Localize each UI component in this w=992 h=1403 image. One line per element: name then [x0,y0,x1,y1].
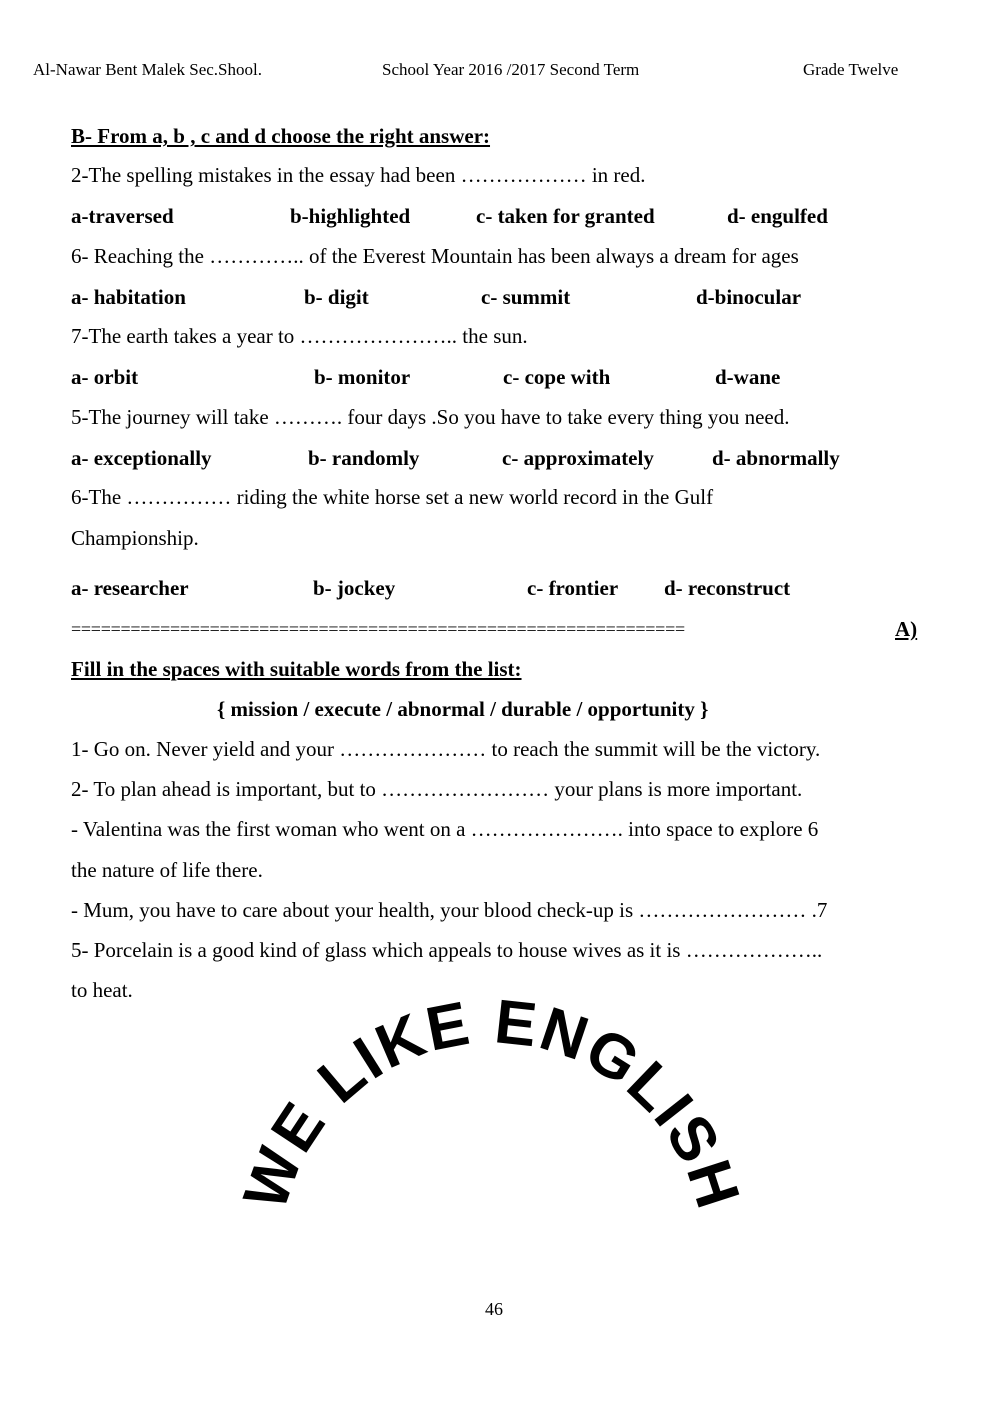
option-b: b-highlighted [290,204,411,228]
fill-line: - Valentina was the first woman who went on a …………………. into space to explore 6 [71,817,819,841]
option-a: a- researcher [71,576,189,600]
option-c: c- taken for granted [476,204,655,228]
option-a: a- orbit [71,365,139,389]
option-d: d-binocular [696,285,802,309]
option-c: c- cope with [503,365,611,389]
page-number: 46 [485,1299,503,1319]
word-art-textpath: WE LIKE ENGLISH [230,987,754,1218]
header-school: Al-Nawar Bent Malek Sec.Shool. [33,60,262,79]
question-text: 2-The spelling mistakes in the essay had been ……………… in red. [71,163,646,187]
question-text: 5-The journey will take ………. four days .So you have to take every thing you need. [71,405,790,429]
option-a: a-traversed [71,204,174,228]
fill-line: - Mum, you have to care about your health, your blood check-up is …………………… .7 [71,898,828,922]
option-c: c- summit [481,285,571,309]
fill-line: 5- Porcelain is a good kind of glass which appeals to house wives as it is ……………….. [71,938,823,962]
section-a-title: Fill in the spaces with suitable words from the list: [71,657,522,681]
option-d: d- engulfed [727,204,828,228]
question-text-continued: Championship. [71,526,199,550]
section-a-label: A) [895,617,918,641]
divider-rule: ============================================================== [71,619,685,639]
question-text: 6-The …………… riding the white horse set a new world record in the Gulf [71,485,714,509]
fill-line: 2- To plan ahead is important, but to …………………… your plans is more important. [71,777,803,801]
option-d: d-wane [715,365,781,389]
word-art-text [231,987,753,1218]
word-list: { mission / execute / abnormal / durable / opportunity } [217,697,709,721]
option-b: b- jockey [313,576,396,600]
fill-line: to heat. [71,978,133,1002]
header-year: School Year 2016 /2017 Second Term [382,60,640,79]
option-d: d- reconstruct [664,576,791,600]
option-b: b- digit [304,285,369,309]
header-grade: Grade Twelve [803,60,899,79]
option-c: c- frontier [527,576,619,600]
option-d: d- abnormally [712,446,840,470]
section-b-title: B- From a, b , c and d choose the right answer: [71,124,491,148]
option-c: c- approximately [502,446,654,470]
fill-line: the nature of life there. [71,858,263,882]
question-text: 7-The earth takes a year to ………………….. the sun. [71,324,528,348]
option-a: a- exceptionally [71,446,212,470]
fill-line: 1- Go on. Never yield and your ………………… to reach the summit will be the victory. [71,737,821,761]
option-a: a- habitation [71,285,186,309]
option-b: b- monitor [314,365,411,389]
option-b: b- randomly [308,446,420,470]
question-text: 6- Reaching the ………….. of the Everest Mountain has been always a dream for ages [71,244,799,268]
